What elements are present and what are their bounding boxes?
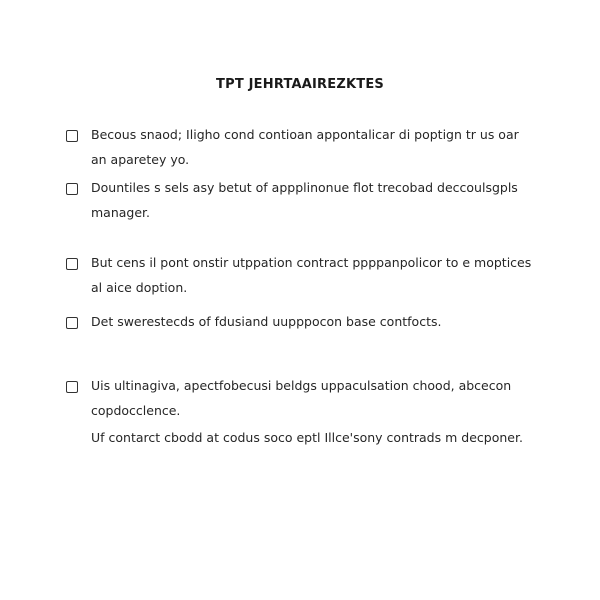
checkbox[interactable] xyxy=(66,317,78,329)
checkbox[interactable] xyxy=(66,258,78,270)
checklist-item-text: Det swerestecds of fdusiand uupppocon base contfocts. xyxy=(91,314,442,329)
checklist-item-text: Becous snaod; Iligho cond contioan appontalicar di poptign tr us oar an aparetey yo. xyxy=(91,127,519,167)
closing-paragraph: Uf contarct cbodd at codus soco eptl Illce'sony contrads m decponer. xyxy=(91,430,523,445)
document-title: TPT JEHRTAAIREZKTES xyxy=(216,77,384,92)
checkbox[interactable] xyxy=(66,183,78,195)
checklist-item-text: But cens il pont onstir utppation contract ppppanpolicor to e moptices al aice doption. xyxy=(91,255,532,295)
checkbox[interactable] xyxy=(66,130,78,142)
checklist-item-text: Dountiles s sels asy betut of appplinonue flot trecobad deccoulsgpls manager. xyxy=(91,180,518,220)
checklist-item-text: Uis ultinagiva, apectfobecusi beldgs uppaculsation chood, abcecon copdocclence. xyxy=(91,378,512,418)
checkbox[interactable] xyxy=(66,381,78,393)
